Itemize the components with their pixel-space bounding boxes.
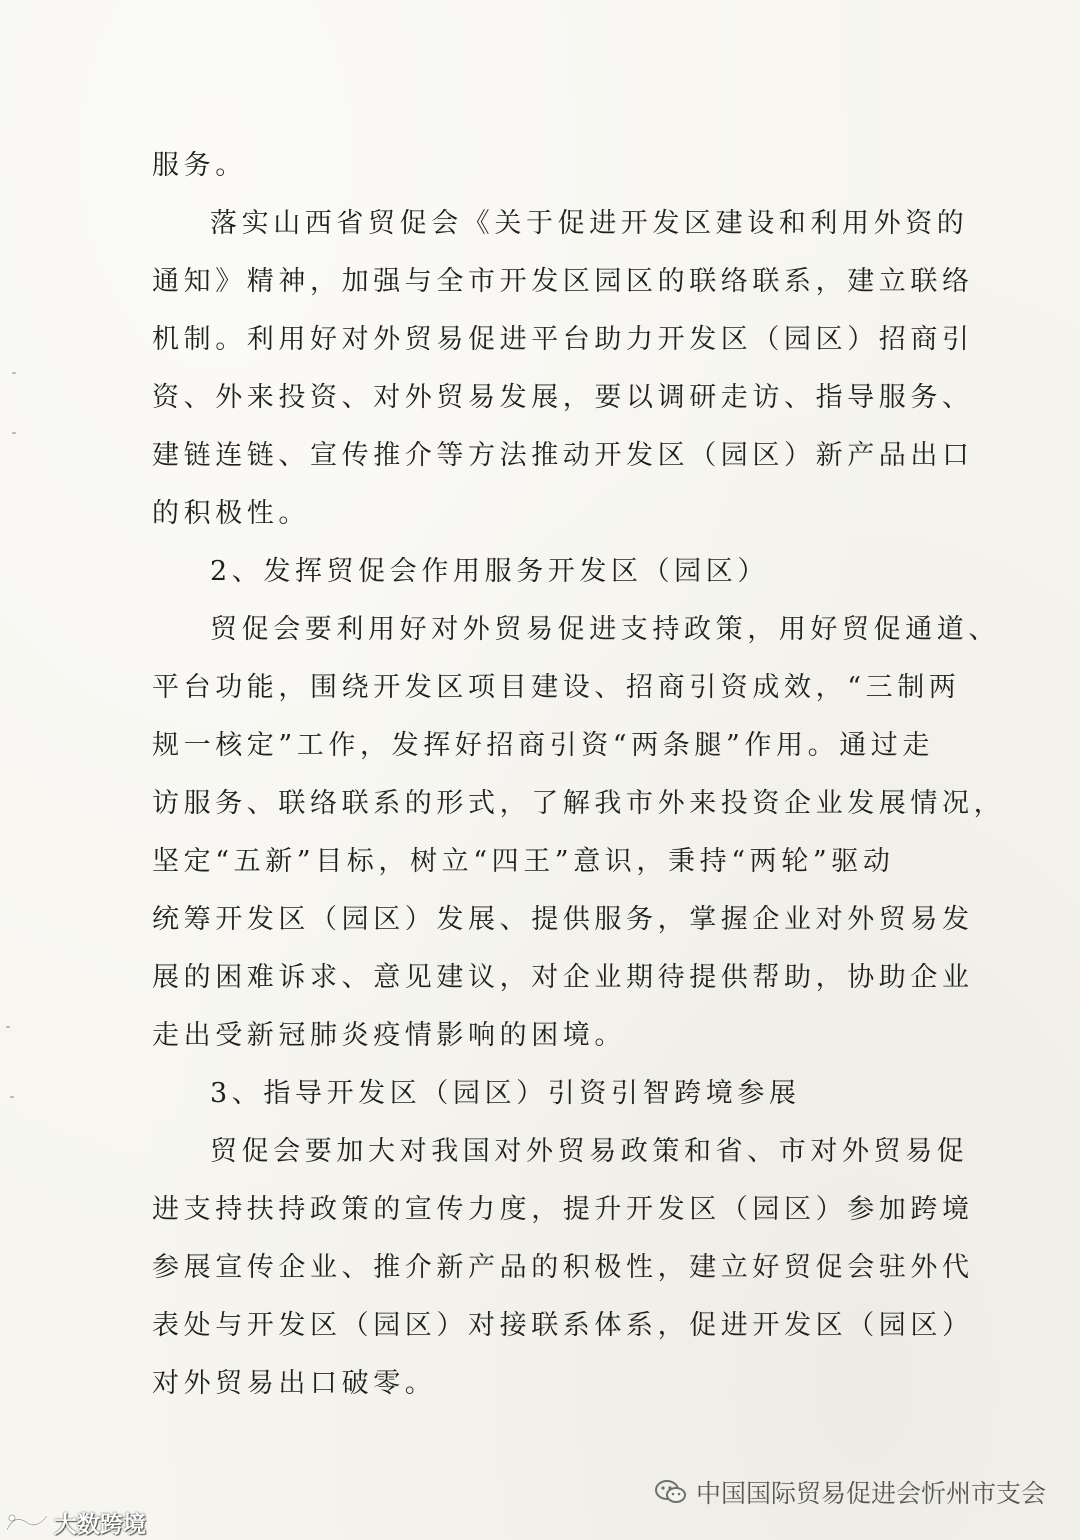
text-line: 资、外来投资、对外贸易发展，要以调研走访、指导服务、 <box>152 382 974 413</box>
text-line: 参展宣传企业、推介新产品的积极性，建立好贸促会驻外代 <box>152 1252 974 1283</box>
text-line: 统筹开发区（园区）发展、提供服务，掌握企业对外贸易发 <box>152 904 974 935</box>
wechat-account-watermark <box>654 1474 1046 1510</box>
text-line: 访服务、联络联系的形式，了解我市外来投资企业发展情况， <box>152 788 1006 819</box>
section-heading-2: 2、发挥贸促会作用服务开发区（园区） <box>210 556 769 587</box>
text-line: 坚定“五新”目标，树立“四王”意识，秉持“两轮”驱动 <box>152 846 895 877</box>
brand-logo-icon <box>4 1510 50 1536</box>
text-line: 规一核定”工作，发挥好招商引资“两条腿”作用。通过走 <box>152 730 935 761</box>
text-line: 对外贸易出口破零。 <box>152 1368 437 1399</box>
text-line: 展的困难诉求、意见建议，对企业期待提供帮助，协助企业 <box>152 962 974 993</box>
text-line: 走出受新冠肺炎疫情影响的困境。 <box>152 1020 626 1051</box>
text-line: 建链连链、宣传推介等方法推动开发区（园区）新产品出口 <box>152 440 974 471</box>
scan-speck <box>6 1026 10 1028</box>
paragraph-start: 落实山西省贸促会《关于促进开发区建设和利用外资的 <box>210 208 969 239</box>
scan-speck <box>10 1096 14 1098</box>
wechat-icon <box>654 1478 688 1506</box>
text-line: 的积极性。 <box>152 498 310 529</box>
brand-watermark <box>4 1506 146 1539</box>
brand-name: 大数跨境 <box>54 1512 146 1538</box>
text-line: 通知》精神，加强与全市开发区园区的联络联系，建立联络 <box>152 266 974 297</box>
scan-speck <box>12 372 16 374</box>
scan-speck <box>12 432 16 434</box>
text-line: 机制。利用好对外贸易促进平台助力开发区（园区）招商引 <box>152 324 974 355</box>
text-line: 表处与开发区（园区）对接联系体系，促进开发区（园区） <box>152 1310 974 1341</box>
section-heading-3: 3、指导开发区（园区）引资引智跨境参展 <box>210 1078 801 1109</box>
wechat-account-name: 中国国际贸易促进会忻州市支会 <box>695 1479 1046 1508</box>
text-line: 进支持扶持政策的宣传力度，提升开发区（园区）参加跨境 <box>152 1194 974 1225</box>
paragraph-start: 贸促会要加大对我国对外贸易政策和省、市对外贸易促 <box>210 1136 969 1167</box>
text-line: 平台功能，围绕开发区项目建设、招商引资成效，“三制两 <box>152 672 961 703</box>
paragraph-start: 贸促会要利用好对外贸易促进支持政策，用好贸促通道、 <box>210 614 1000 645</box>
text-line: 服务。 <box>152 150 247 181</box>
